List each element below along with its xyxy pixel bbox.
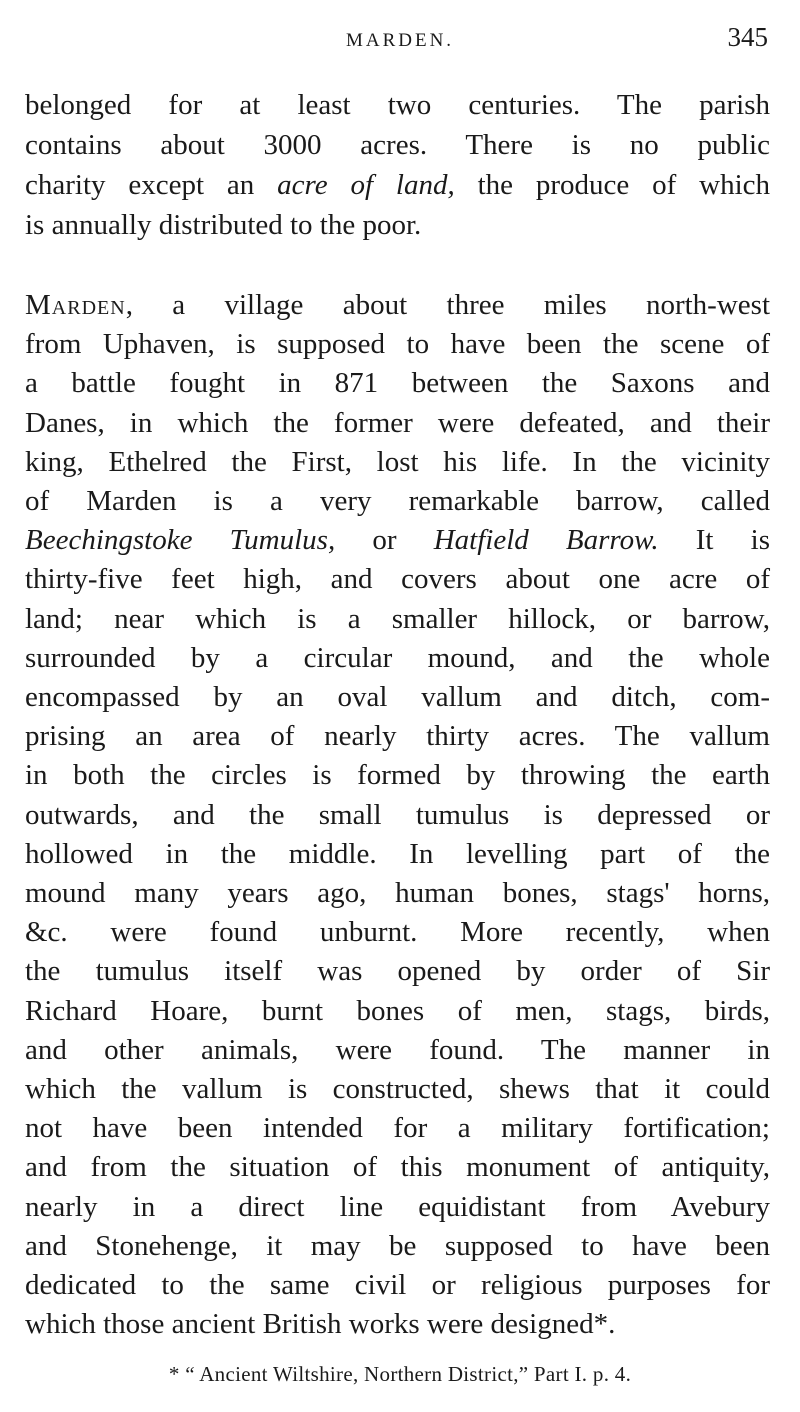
text-line <box>25 562 770 596</box>
text-line <box>25 876 770 910</box>
text-segment: belonged for at least two centuries. The parish <box>25 89 770 121</box>
text-segment: the produce of which <box>454 169 771 201</box>
text-segment: Richard Hoare, burnt bones of men, stags, birds, <box>25 994 770 1027</box>
text-line <box>25 994 770 1028</box>
page-number: 345 <box>727 22 768 52</box>
text-line <box>25 327 770 361</box>
text-segment: and Stonehenge, it may be supposed to have been <box>25 1229 770 1262</box>
text-line <box>25 1111 770 1145</box>
text-line <box>25 484 770 518</box>
text-line <box>25 288 770 322</box>
text-segment: Danes, in which the former were defeated, and their <box>25 406 770 439</box>
text-line <box>25 641 770 675</box>
text-segment: &c. were found unburnt. More recently, when <box>25 916 770 949</box>
text-segment: , a village about three miles north-west <box>125 289 770 321</box>
text-segment: of Marden is a very remarkable barrow, called <box>25 485 770 517</box>
text-line <box>25 1150 770 1184</box>
text-segment: not have been intended for a military fortification; <box>25 1112 770 1145</box>
text-segment: which the vallum is constructed, shews that it could <box>25 1073 770 1105</box>
text-segment: It is <box>658 524 770 557</box>
text-line <box>25 208 770 242</box>
text-segment: in both the circles is formed by throwing the earth <box>25 759 770 792</box>
text-segment: king, Ethelred the First, lost his life. In the vicinity <box>25 445 770 478</box>
text-line <box>25 168 770 202</box>
text-segment: or <box>335 524 434 557</box>
text-line <box>25 1190 770 1224</box>
text-line <box>25 758 770 792</box>
text-line <box>25 406 770 440</box>
text-segment: contains about 3000 acres. There is no public <box>25 129 770 161</box>
text-segment: the tumulus itself was opened by order of Sir <box>25 955 770 988</box>
text-line <box>25 88 770 122</box>
text-line <box>25 1307 770 1341</box>
text-segment: mound many years ago, human bones, stags' horns, <box>25 877 770 909</box>
text-segment: nearly in a direct line equidistant from Avebury <box>25 1190 770 1223</box>
small-caps-text: Marden <box>25 289 126 321</box>
text-segment: thirty-five feet high, and covers about one acre of <box>25 563 770 596</box>
text-line <box>25 523 770 557</box>
text-line <box>25 128 770 162</box>
text-segment: a battle fought in 871 between the Saxons and <box>25 367 770 400</box>
text-line <box>25 954 770 988</box>
text-segment: land; near which is a smaller hillock, or barrow, <box>25 602 770 635</box>
text-segment: is annually distributed to the poor. <box>25 209 422 241</box>
italic-text: Hatfield Barrow. <box>433 524 659 557</box>
text-segment: which those ancient British works were designed*. <box>25 1308 616 1341</box>
text-segment: dedicated to the same civil or religious purposes for <box>25 1269 770 1301</box>
text-line <box>25 445 770 479</box>
text-segment: and from the situation of this monument of antiquity, <box>25 1151 770 1184</box>
text-segment: surrounded by a circular mound, and the whole <box>25 641 770 674</box>
text-segment: prising an area of nearly thirty acres. The vallum <box>25 720 770 753</box>
text-line <box>25 1268 770 1302</box>
text-line <box>25 366 770 400</box>
text-line <box>25 1072 770 1106</box>
text-line <box>25 719 770 753</box>
italic-text: acre of land, <box>277 169 455 201</box>
italic-text: Beechingstoke Tumulus, <box>25 524 336 557</box>
text-segment: and other animals, were found. The manner in <box>25 1033 770 1066</box>
footnote: * “ Ancient Wiltshire, Northern District,” Part I. p. 4. <box>168 1362 632 1386</box>
text-line <box>25 680 770 714</box>
text-line <box>25 1229 770 1263</box>
text-segment: charity except an <box>25 169 278 201</box>
text-segment: encompassed by an oval vallum and ditch, com- <box>25 681 770 713</box>
text-line <box>25 915 770 949</box>
text-line <box>25 798 770 832</box>
text-segment: from Uphaven, is supposed to have been the scene of <box>25 328 770 361</box>
text-line <box>25 602 770 636</box>
text-line <box>25 837 770 871</box>
text-line <box>25 1033 770 1067</box>
running-title: MARDEN. <box>345 30 455 51</box>
text-segment: outwards, and the small tumulus is depressed or <box>25 798 770 831</box>
text-segment: hollowed in the middle. In levelling part of the <box>25 837 770 870</box>
